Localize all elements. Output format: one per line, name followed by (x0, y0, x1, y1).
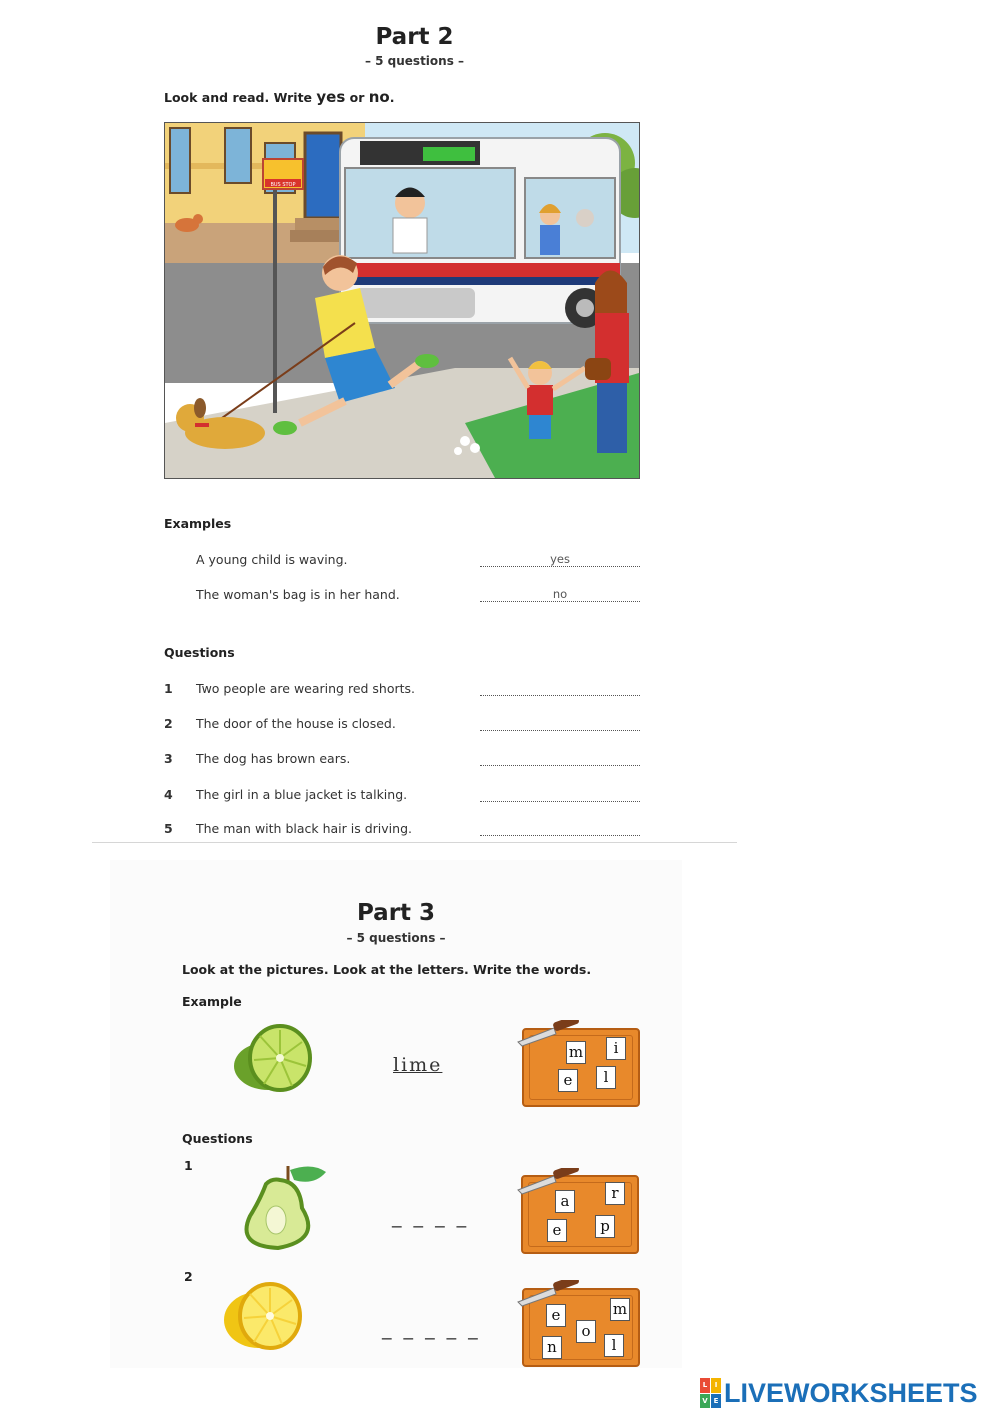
letter-tile: p (595, 1215, 615, 1238)
example-answer-word: lime (393, 1054, 443, 1076)
question-text: The door of the house is closed. (196, 716, 396, 731)
answer-field-1[interactable] (480, 681, 640, 696)
answer-blanks-2[interactable]: _ _ _ _ _ (382, 1318, 481, 1340)
knife-icon (514, 1020, 584, 1050)
question-number: 4 (164, 787, 173, 802)
lime-picture (230, 1020, 314, 1094)
knife-icon (514, 1168, 584, 1198)
letter-tile: o (576, 1320, 596, 1343)
pear-picture (230, 1160, 330, 1252)
logo-brand-text: LIVEWORKSHEETS (724, 1377, 978, 1408)
part3-instruction: Look at the pictures. Look at the letters. Write the words. (182, 962, 592, 977)
knife-icon (514, 1280, 584, 1310)
letter-tile: r (605, 1182, 625, 1205)
house-door (305, 133, 341, 218)
example-2-answer: no (480, 587, 640, 602)
part2-subtitle: – 5 questions – (364, 54, 465, 68)
part3-sheet (110, 860, 682, 1368)
part2-sheet (92, 0, 737, 843)
question-row-5 (164, 821, 644, 841)
part3-subtitle: – 5 questions – (346, 931, 446, 945)
question-row-3 (164, 751, 644, 771)
part2-instruction: Look and read. Write yes or no. (164, 88, 395, 106)
question-number: 5 (164, 821, 173, 836)
letter-tile: l (604, 1334, 624, 1357)
scene-svg (165, 123, 639, 478)
example-row-1 (164, 552, 644, 572)
logo-mark-icon: L I V E (700, 1378, 721, 1408)
answer-field-4[interactable] (480, 787, 640, 802)
question-row-4 (164, 787, 644, 807)
letter-tile: m (610, 1298, 630, 1321)
question-text: The dog has brown ears. (196, 751, 351, 766)
question-number: 2 (184, 1269, 193, 1284)
part3-title: Part 3 (356, 900, 436, 926)
example-1-answer: yes (480, 552, 640, 567)
answer-blanks-1[interactable]: _ _ _ _ (392, 1206, 470, 1228)
letter-tile: a (555, 1190, 575, 1213)
question-number: 1 (164, 681, 173, 696)
example-1-text: A young child is waving. (196, 552, 348, 567)
question-number: 2 (164, 716, 173, 731)
examples-heading: Examples (164, 516, 232, 531)
letter-tile: e (547, 1219, 567, 1242)
part2-title: Part 2 (375, 24, 454, 50)
yes-word: yes (316, 88, 346, 106)
question-row-2 (164, 716, 644, 736)
part3-questions-heading: Questions (182, 1131, 253, 1146)
letter-tile: i (606, 1037, 626, 1060)
answer-field-5[interactable] (480, 821, 640, 836)
answer-field-3[interactable] (480, 751, 640, 766)
letter-tile: n (542, 1336, 562, 1359)
example-2-text: The woman's bag is in her hand. (196, 587, 400, 602)
questions-heading: Questions (164, 645, 235, 660)
example-row-2 (164, 587, 644, 607)
question-text: The man with black hair is driving. (196, 821, 412, 836)
question-number: 3 (164, 751, 173, 766)
letter-tile: l (596, 1066, 616, 1089)
lemon-picture (222, 1278, 306, 1354)
bus-stop-sign-text: BUS STOP (270, 182, 296, 188)
question-text: The girl in a blue jacket is talking. (196, 787, 408, 802)
question-number: 1 (184, 1158, 193, 1173)
woman-bag (585, 358, 611, 380)
example-heading: Example (182, 994, 242, 1009)
question-text: Two people are wearing red shorts. (196, 681, 416, 696)
letter-tile: e (546, 1304, 566, 1327)
letter-tile: e (558, 1069, 578, 1092)
no-word: no (368, 88, 390, 106)
answer-field-2[interactable] (480, 716, 640, 731)
bus-stop-scene-illustration (164, 122, 640, 479)
question-row-1 (164, 681, 644, 701)
letter-tile: m (566, 1041, 586, 1064)
liveworksheets-logo[interactable] (700, 1376, 978, 1410)
